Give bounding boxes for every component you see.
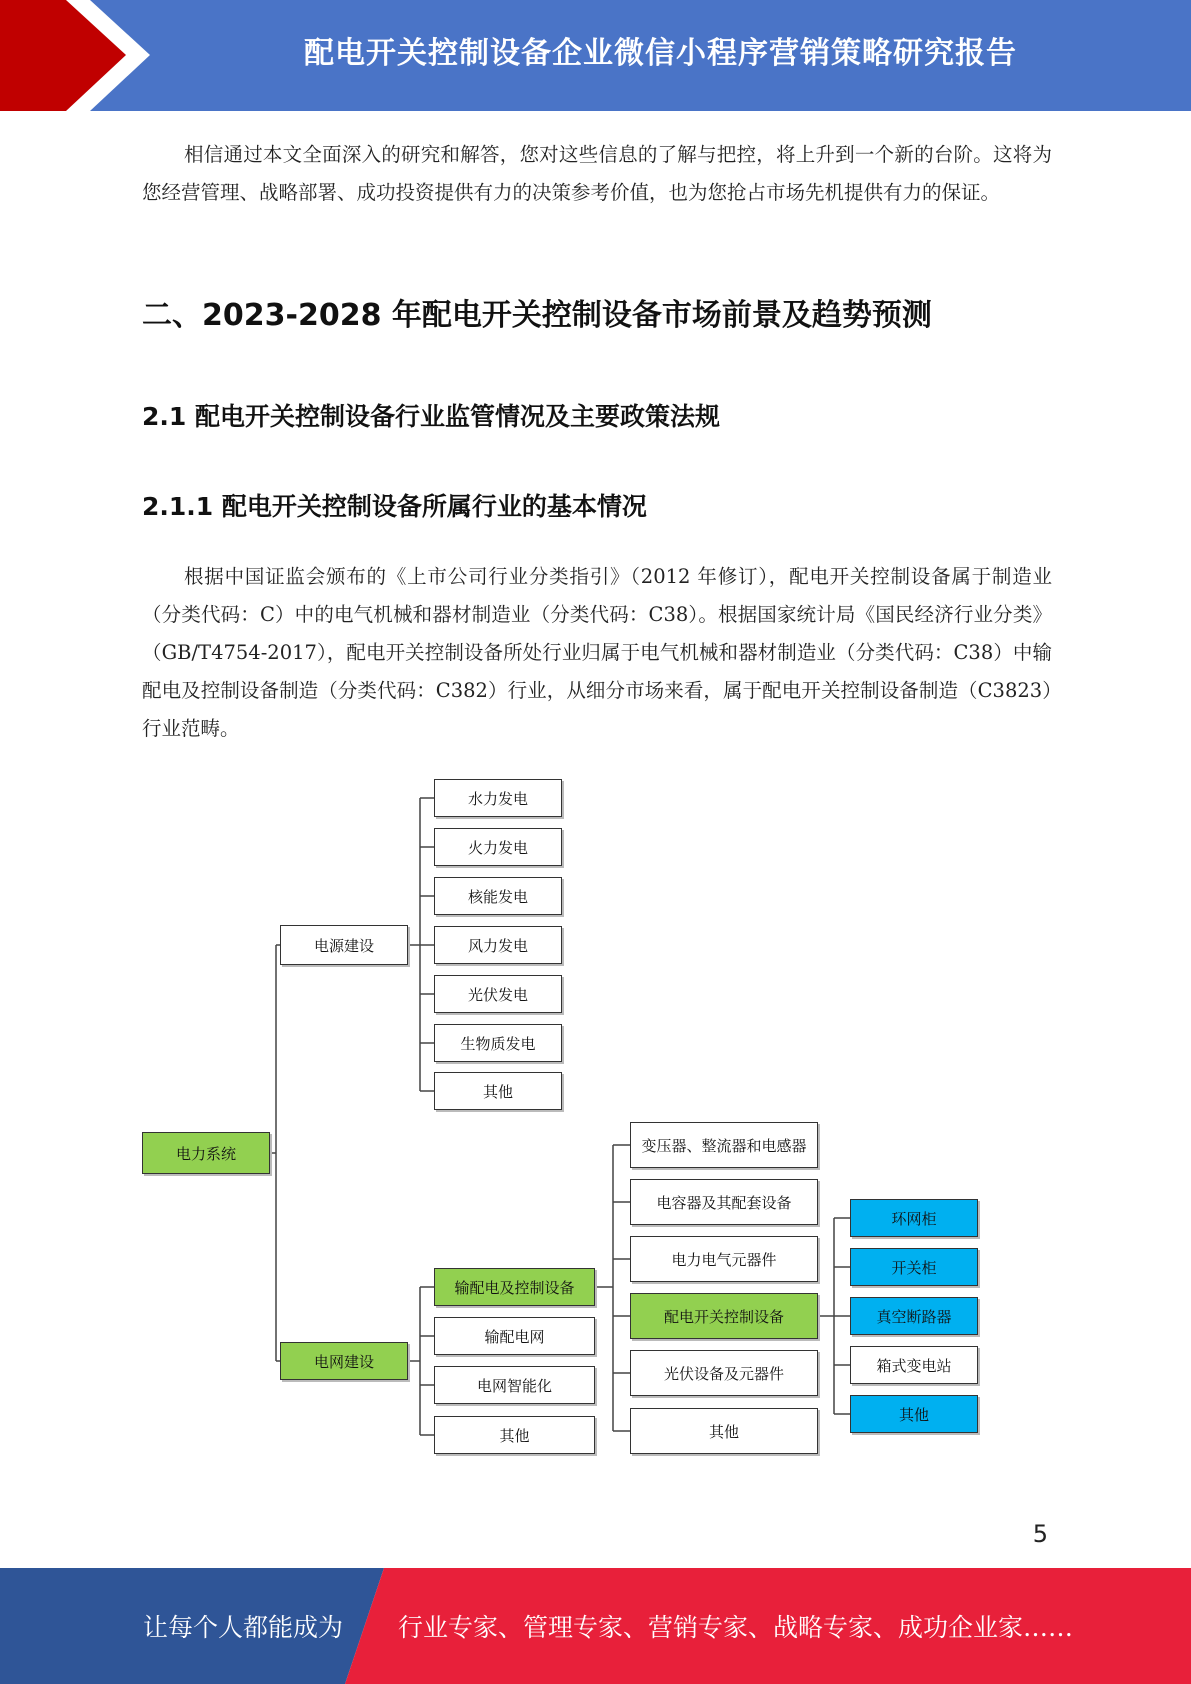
page-number: 5 [1032, 1520, 1048, 1548]
node-equipment-item: 光伏设备及元器件 [630, 1350, 818, 1396]
page-footer [0, 1568, 1191, 1684]
node-switchgear-item: 箱式变电站 [850, 1346, 978, 1384]
node-root: 电力系统 [142, 1132, 270, 1174]
node-switchgear-item: 环网柜 [850, 1199, 978, 1237]
node-grid-item: 电网智能化 [434, 1366, 595, 1404]
footer-slogan-left: 让每个人都能成为 [143, 1613, 344, 1642]
subsubsection-heading: 2.1.1 配电开关控制设备所属行业的基本情况 [142, 492, 647, 521]
node-grid-construction: 电网建设 [280, 1342, 408, 1380]
node-generation-item: 光伏发电 [434, 975, 562, 1013]
node-grid-item: 输配电网 [434, 1317, 595, 1355]
node-generation-item: 其他 [434, 1072, 562, 1110]
body-paragraph: 根据中国证监会颁布的《上市公司行业分类指引》（2012 年修订），配电开关控制设备属于制造业（分类代码：C）中的电气机械和器材制造业（分类代码：C38）。根据国家统计局《国民经济行业分类》（GB/T4754-2017），配电开关控制设备所处行业归属于电气机械和器材制造业（分类代码：C38）中输配电及控制设备制造（分类代码：C382）行业，从细分市场来看，属于配电开关控制设备制造（C3823）行业范畴。 [142, 565, 1052, 740]
subsection-heading: 2.1 配电开关控制设备行业监管情况及主要政策法规 [142, 402, 720, 431]
node-generation-item: 火力发电 [434, 828, 562, 866]
node-equipment-item: 配电开关控制设备 [630, 1293, 818, 1339]
industry-classification-diagram [0, 760, 1191, 1460]
node-grid-item: 其他 [434, 1416, 595, 1454]
footer-slogan-right: 行业专家、管理专家、营销专家、战略专家、成功企业家…… [398, 1613, 1074, 1642]
page-header [0, 0, 1191, 111]
node-grid-item: 输配电及控制设备 [434, 1268, 595, 1306]
node-generation-item: 生物质发电 [434, 1024, 562, 1062]
node-switchgear-item: 开关柜 [850, 1248, 978, 1286]
diagram-connectors [0, 760, 1191, 1460]
node-equipment-item: 电容器及其配套设备 [630, 1179, 818, 1225]
node-switchgear-item: 其他 [850, 1395, 978, 1433]
node-generation-item: 核能发电 [434, 877, 562, 915]
node-power-construction: 电源建设 [280, 925, 408, 965]
node-generation-item: 风力发电 [434, 926, 562, 964]
node-equipment-item: 变压器、整流器和电感器 [630, 1122, 818, 1168]
node-equipment-item: 电力电气元器件 [630, 1236, 818, 1282]
node-equipment-item: 其他 [630, 1408, 818, 1454]
node-generation-item: 水力发电 [434, 779, 562, 817]
section-heading: 二、2023-2028 年配电开关控制设备市场前景及趋势预测 [142, 298, 932, 333]
node-switchgear-item: 真空断路器 [850, 1297, 978, 1335]
report-title: 配电开关控制设备企业微信小程序营销策略研究报告 [304, 36, 1017, 71]
intro-paragraph: 相信通过本文全面深入的研究和解答，您对这些信息的了解与把控，将上升到一个新的台阶。这将为您经营管理、战略部署、成功投资提供有力的决策参考价值，也为您抢占市场先机提供有力的保证。 [142, 143, 1052, 204]
